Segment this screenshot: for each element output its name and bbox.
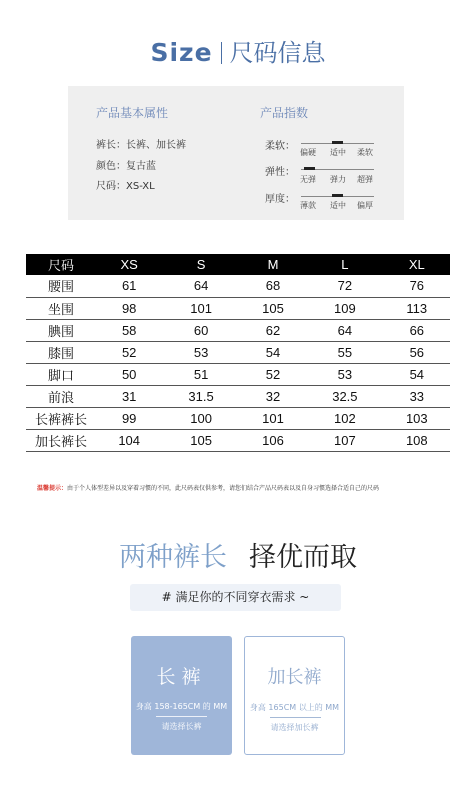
table-cell: 98 — [96, 297, 162, 319]
card-desc: 身高 165CM 以上的 MM — [249, 703, 340, 712]
table-row — [26, 297, 450, 319]
size-tip — [37, 483, 379, 492]
table-cell: 脚口 — [26, 363, 96, 385]
index-option: 无弹 — [300, 175, 316, 184]
index-label: 柔软： — [265, 141, 295, 152]
table-cell: 104 — [96, 429, 162, 451]
table-row — [26, 341, 450, 363]
table-cell: 前浪 — [26, 385, 96, 407]
table-header-cell: L — [306, 254, 383, 275]
table-cell: 64 — [162, 275, 239, 297]
table-cell: 53 — [162, 341, 239, 363]
index-label: 弹性： — [265, 167, 295, 178]
title-cn: 尺码信息 — [229, 39, 326, 67]
table-cell: 坐围 — [26, 297, 96, 319]
table-cell: 55 — [306, 341, 383, 363]
table-cell: 60 — [162, 319, 239, 341]
index-option: 适中 — [330, 148, 346, 157]
index-option: 适中 — [330, 201, 346, 210]
page-title — [0, 33, 476, 68]
index-label: 厚度： — [265, 194, 295, 205]
table-cell: 31 — [96, 385, 162, 407]
attribute-color: 颜色：复古蓝 — [96, 161, 156, 172]
index-marker — [332, 194, 343, 197]
table-cell: 膝围 — [26, 341, 96, 363]
table-cell: 54 — [240, 341, 306, 363]
table-cell: 52 — [240, 363, 306, 385]
table-cell: 103 — [384, 407, 450, 429]
table-header-row — [26, 254, 450, 275]
table-cell: 108 — [384, 429, 450, 451]
table-header-cell: XL — [384, 254, 450, 275]
table-header-cell: M — [240, 254, 306, 275]
table-header-cell: XS — [96, 254, 162, 275]
table-row — [26, 275, 450, 297]
tip-label: 温馨提示： — [37, 485, 68, 492]
size-table — [26, 254, 450, 452]
card-divider — [156, 716, 207, 717]
table-cell: 68 — [240, 275, 306, 297]
table-cell: 53 — [306, 363, 383, 385]
table-cell: 56 — [384, 341, 450, 363]
table-cell: 腰围 — [26, 275, 96, 297]
table-cell: 加长裤长 — [26, 429, 96, 451]
index-option: 弹力 — [330, 175, 346, 184]
table-cell: 99 — [96, 407, 162, 429]
table-row — [26, 385, 450, 407]
section-title-a: 两种裤长 — [119, 542, 227, 573]
section-title-b: 择优而取 — [249, 542, 357, 573]
table-cell: 66 — [384, 319, 450, 341]
attributes-heading: 产品基本属性 — [96, 106, 169, 120]
table-cell: 113 — [384, 297, 450, 319]
table-row — [26, 407, 450, 429]
table-cell: 58 — [96, 319, 162, 341]
table-cell: 52 — [96, 341, 162, 363]
index-option: 柔软 — [357, 148, 373, 157]
table-cell: 51 — [162, 363, 239, 385]
table-cell: 长裤裤长 — [26, 407, 96, 429]
index-marker — [332, 141, 343, 144]
table-row — [26, 363, 450, 385]
table-row — [26, 319, 450, 341]
table-header-cell: 尺码 — [26, 254, 96, 275]
index-heading: 产品指数 — [260, 106, 309, 120]
table-cell: 101 — [162, 297, 239, 319]
section-title — [0, 535, 476, 574]
attribute-length: 裤长：长裤、加长裤 — [96, 140, 186, 151]
card-title: 长裤 — [156, 666, 207, 688]
table-cell: 109 — [306, 297, 383, 319]
attribute-size: 尺码：XS-XL — [96, 181, 155, 192]
table-row — [26, 429, 450, 451]
table-cell: 32.5 — [306, 385, 383, 407]
table-cell: 102 — [306, 407, 383, 429]
table-cell: 106 — [240, 429, 306, 451]
title-en: Size — [150, 38, 213, 67]
index-option: 薄款 — [300, 201, 316, 210]
card-desc: 身高 158-165CM 的 MM — [135, 702, 228, 711]
table-cell: 76 — [384, 275, 450, 297]
table-cell: 101 — [240, 407, 306, 429]
section-subtitle: # 满足你的不同穿衣需求 ~ — [130, 584, 341, 611]
table-cell: 105 — [240, 297, 306, 319]
table-header-cell: S — [162, 254, 239, 275]
card-cta: 请选择长裤 — [161, 722, 202, 731]
index-marker — [304, 167, 315, 170]
card-regular-length[interactable] — [131, 636, 232, 755]
index-option: 偏硬 — [300, 148, 316, 157]
table-cell: 32 — [240, 385, 306, 407]
table-cell: 31.5 — [162, 385, 239, 407]
table-cell: 62 — [240, 319, 306, 341]
table-cell: 33 — [384, 385, 450, 407]
card-cta: 请选择加长裤 — [270, 723, 319, 732]
table-cell: 105 — [162, 429, 239, 451]
index-option: 偏厚 — [357, 201, 373, 210]
card-extended-length[interactable] — [244, 636, 345, 755]
table-cell: 50 — [96, 363, 162, 385]
card-divider — [270, 717, 321, 718]
product-attributes-panel — [68, 86, 404, 220]
table-cell: 54 — [384, 363, 450, 385]
title-divider — [221, 42, 222, 64]
table-cell: 72 — [306, 275, 383, 297]
table-cell: 腆围 — [26, 319, 96, 341]
tip-text: 由于个人体型差异以及穿着习惯的不同，此尺码表仅供参考，请您们结合产品尺码表以及自身习惯选择合适自己的尺码 — [67, 485, 380, 492]
index-option: 超弹 — [357, 175, 373, 184]
card-title: 加长裤 — [267, 667, 322, 688]
table-cell: 100 — [162, 407, 239, 429]
table-cell: 61 — [96, 275, 162, 297]
table-cell: 107 — [306, 429, 383, 451]
table-cell: 64 — [306, 319, 383, 341]
